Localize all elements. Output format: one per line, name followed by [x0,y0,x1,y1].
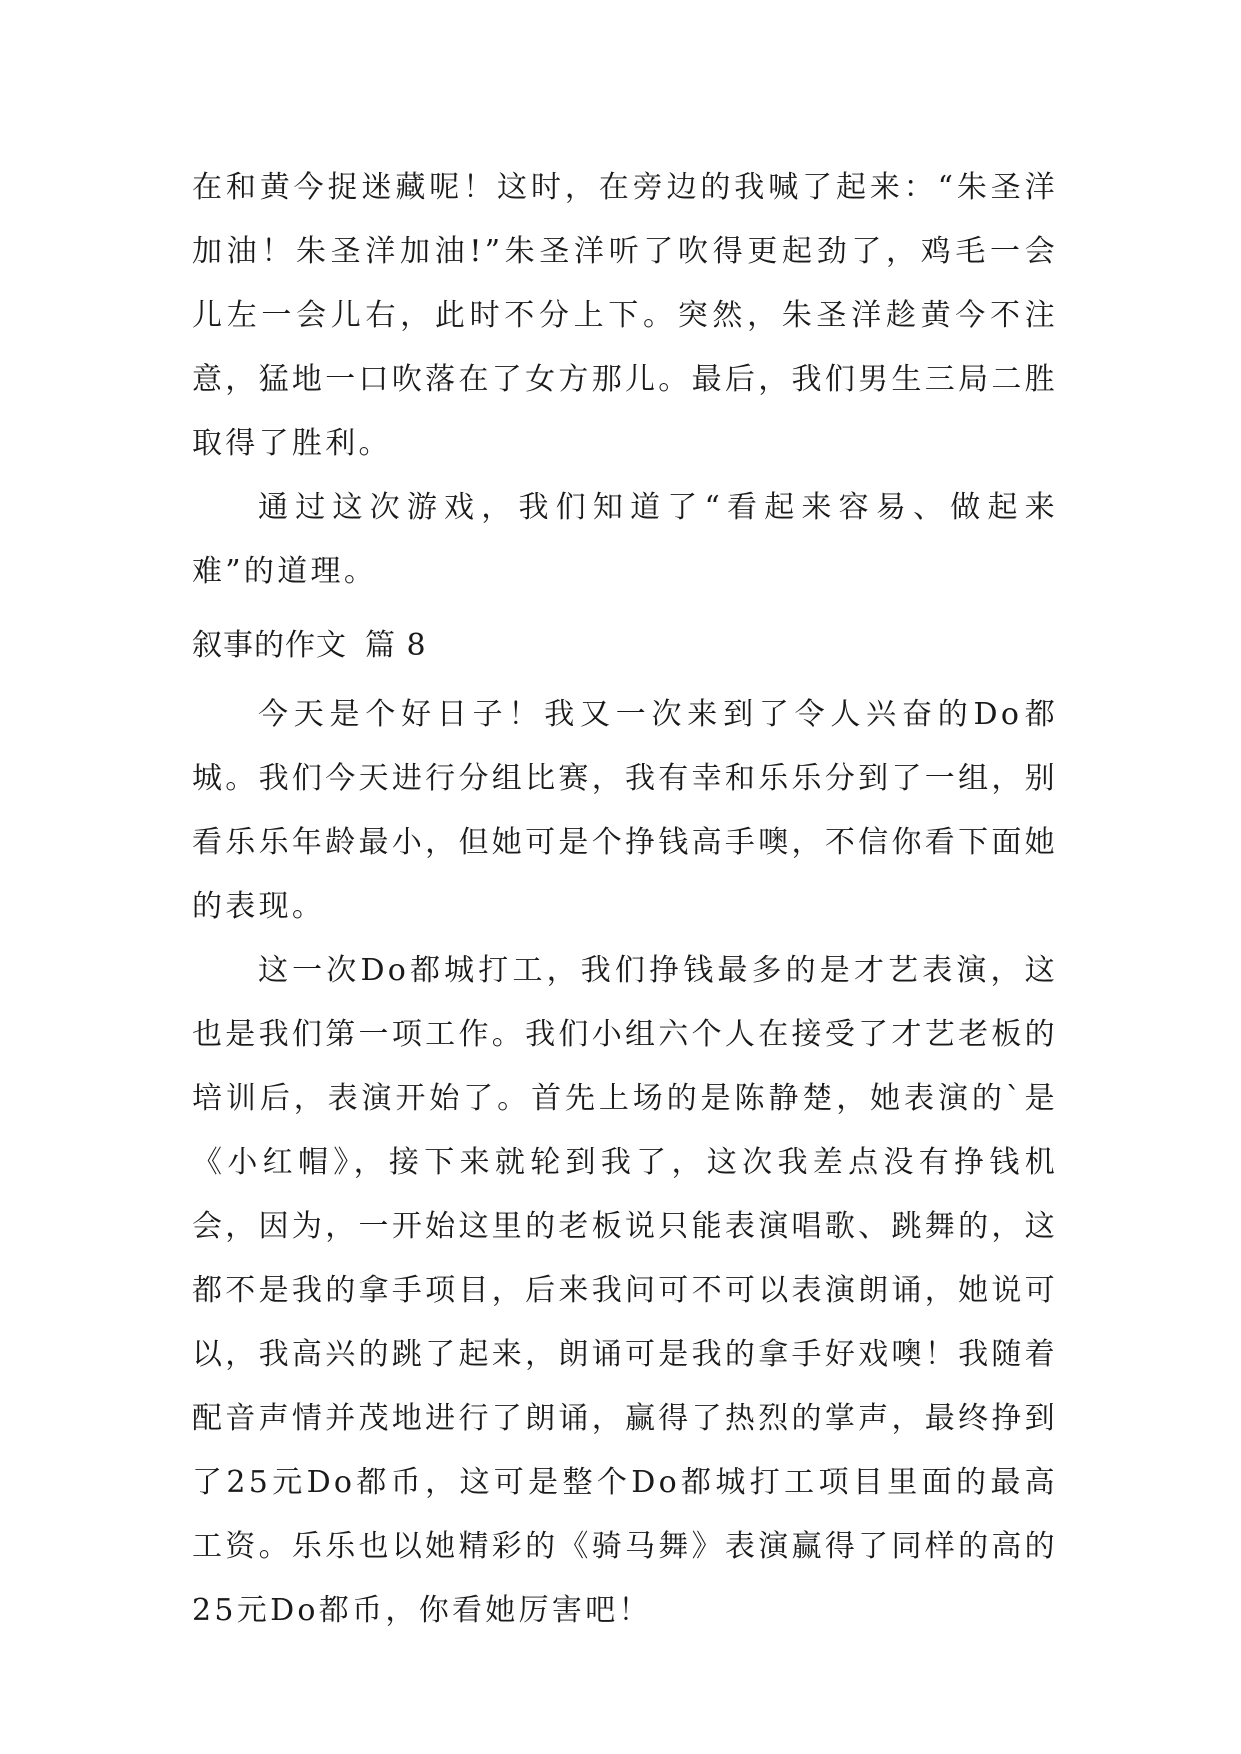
essay-body [192,683,1058,1643]
section-heading [192,626,427,666]
continuation-paragraph: 在和黄今捉迷藏呢！这时，在旁边的我喊了起来：“朱圣洋加油！朱圣洋加油!”朱圣洋听了吹得更起劲了，鸡毛一会儿左一会儿右，此时不分上下。突然，朱圣洋趁黄今不注意，猛地一口吹落在了女方那儿。最后，我们男生三局二胜取得了胜利。 [192,170,1058,461]
essay-paragraph: 这一次Do都城打工，我们挣钱最多的是才艺表演，这也是我们第一项工作。我们小组六个人在接受了才艺老板的培训后，表演开始了。首先上场的是陈静楚，她表演的`是《小红帽》，接下来就轮到我了，这次我差点没有挣钱机会，因为，一开始这里的老板说只能表演唱歌、跳舞的，这都不是我的拿手项目，后来我问可不可以表演朗诵，她说可以，我高兴的跳了起来，朗诵可是我的拿手好戏噢！我随着配音声情并茂地进行了朗诵，赢得了热烈的掌声，最终挣到了25元Do都币，这可是整个Do都城打工项目里面的最高工资。乐乐也以她精彩的《骑马舞》表演赢得了同样的高的25元Do都币，你看她厉害吧！ [192,953,1058,1628]
previous-essay-ending [192,156,1058,604]
conclusion-paragraph: 通过这次游戏，我们知道了“看起来容易、做起来难”的道理。 [192,490,1058,589]
section-title: 叙事的作文 [192,628,347,663]
section-number: 篇 8 [365,628,427,663]
essay-paragraph: 今天是个好日子！我又一次来到了令人兴奋的Do都城。我们今天进行分组比赛，我有幸和乐乐分到了一组，别看乐乐年龄最小，但她可是个挣钱高手噢，不信你看下面她的表现。 [192,697,1058,924]
